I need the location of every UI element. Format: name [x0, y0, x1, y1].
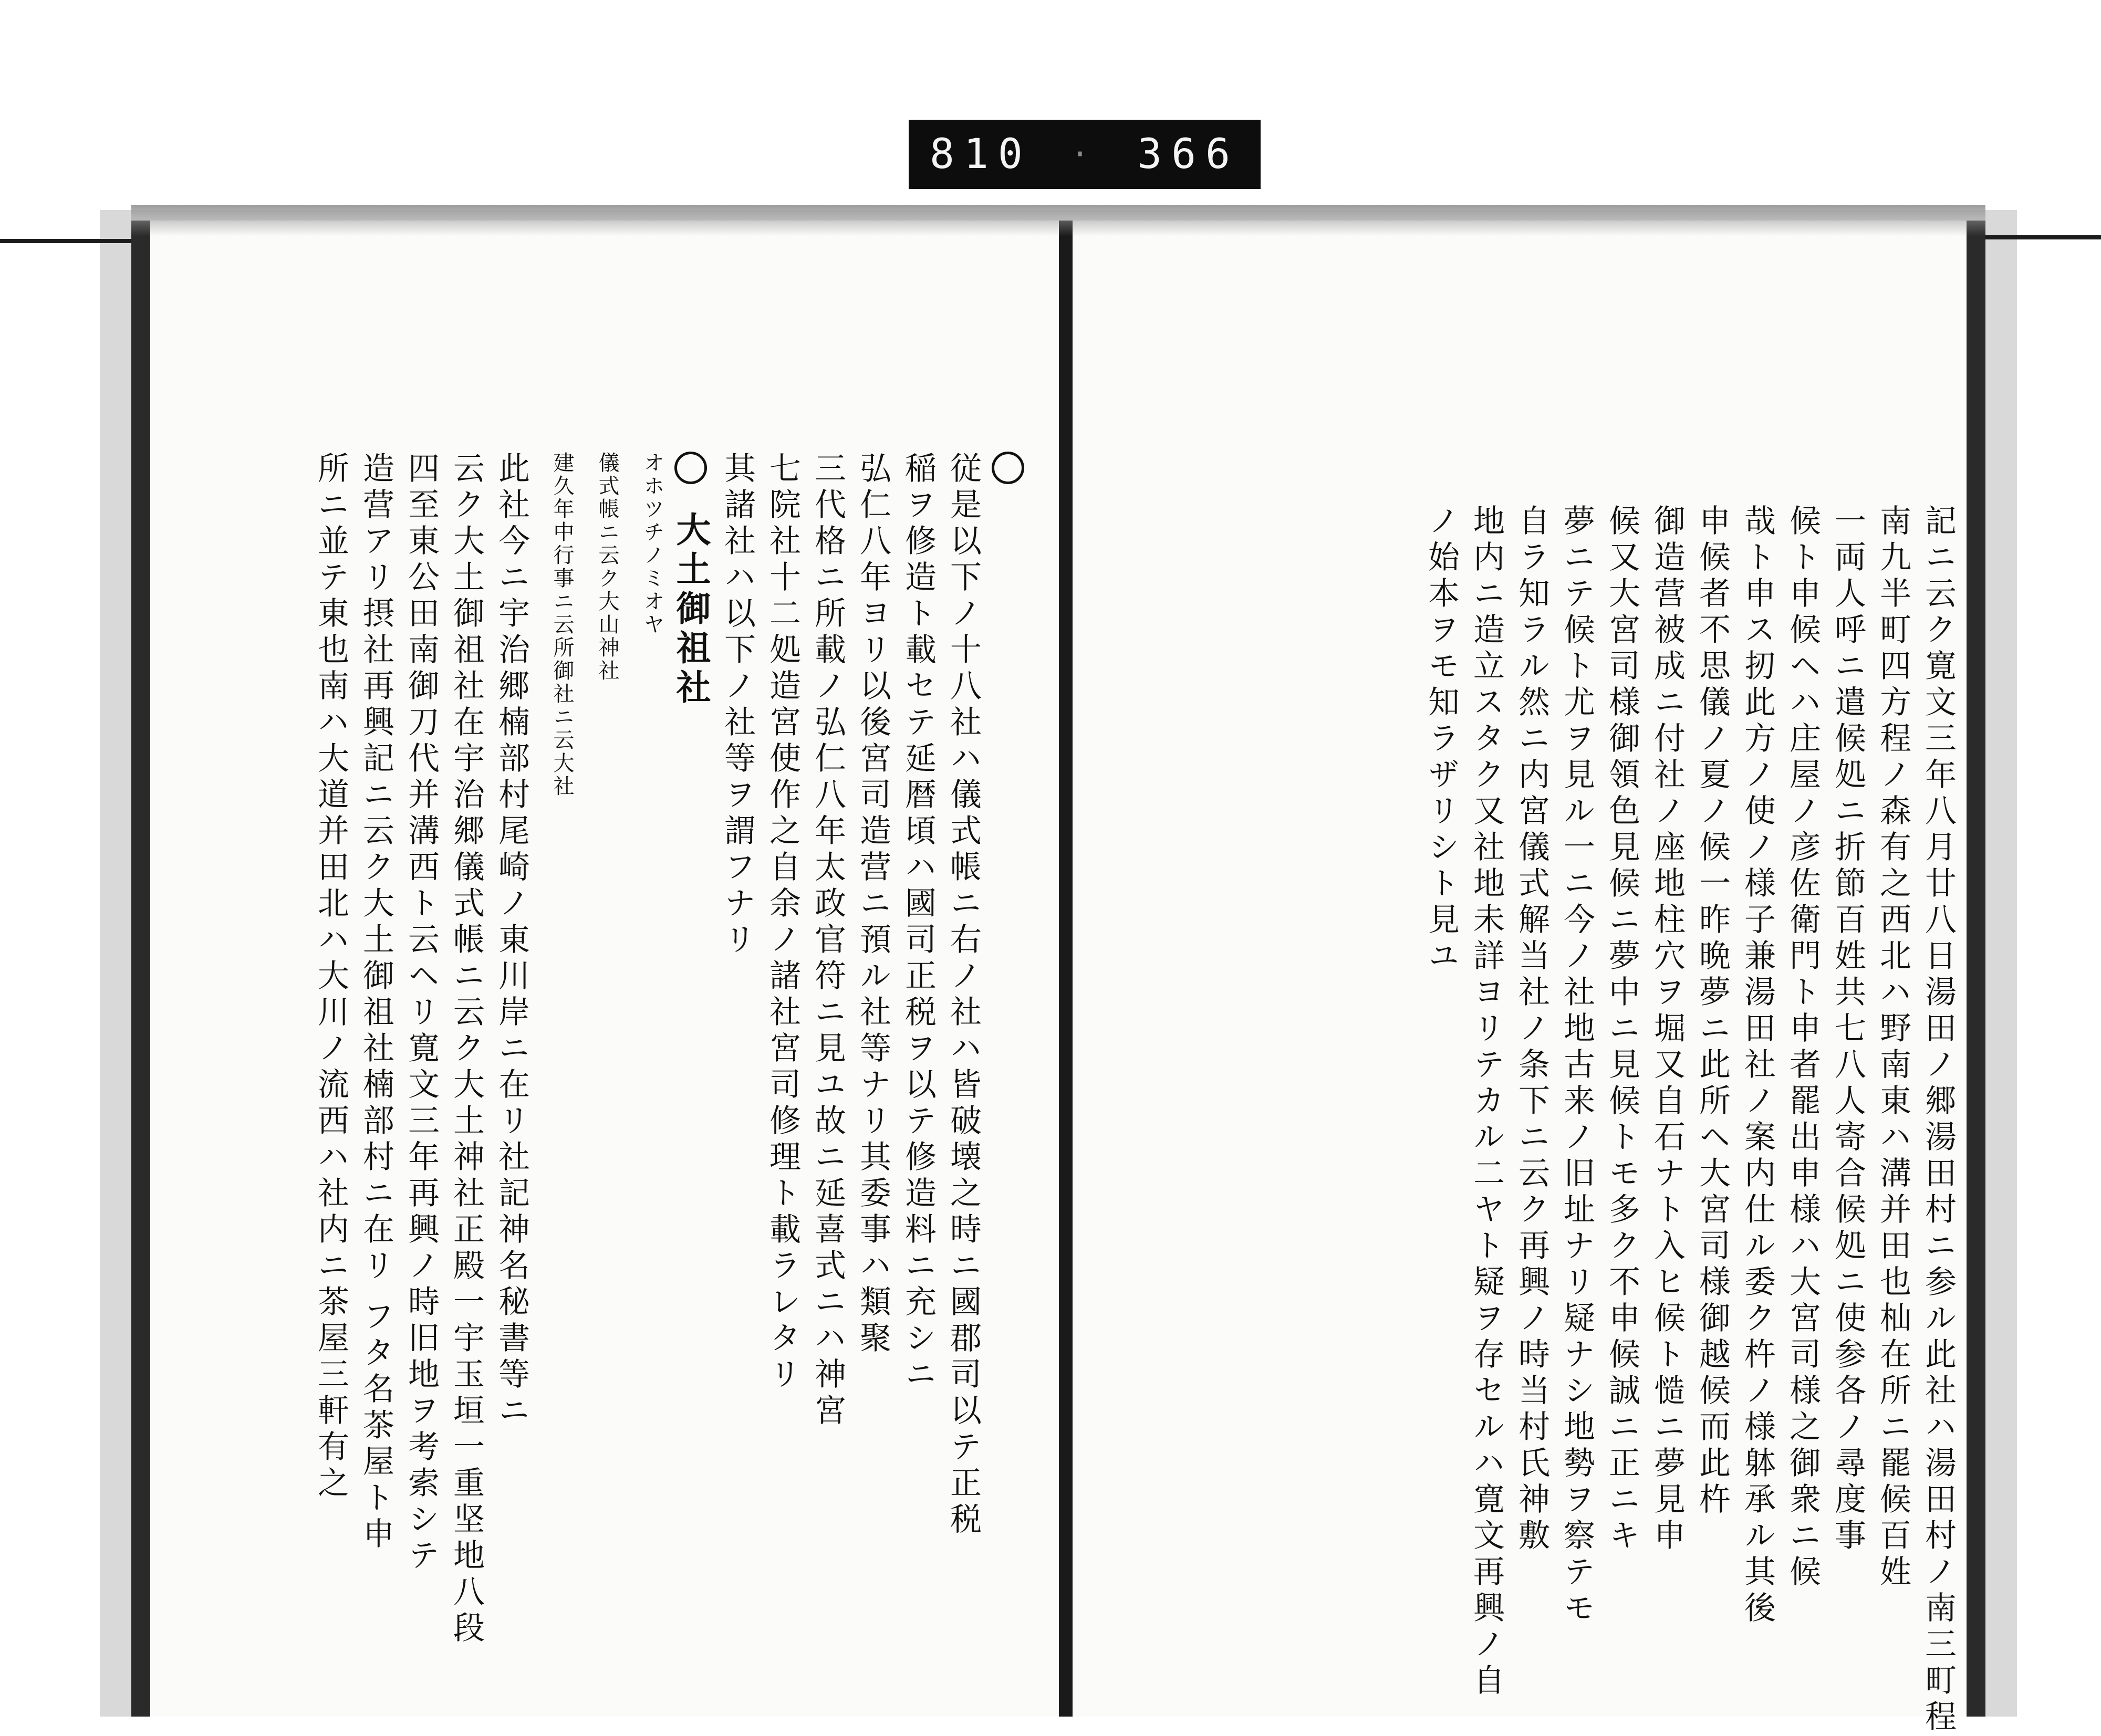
- text-column: 其諸社ハ以下ノ社等ヲ謂フナリ: [719, 452, 756, 959]
- text-column: 哉ト申ス扨此方ノ使ノ様子兼湯田社ノ案内仕ル委ク杵ノ様躰承ル其後: [1739, 504, 1776, 1627]
- text-column: 候又大宮司様御領色見候ニ夢中ニ見候トモ多ク不申候誠ニ正ニキ: [1604, 504, 1640, 1555]
- scan-rule-right: [1985, 235, 2101, 239]
- text-column: 七院社十二処造宮使作之自余ノ諸社宮司修理ト載ラレタリ: [764, 452, 801, 1394]
- section-marker-column: [980, 452, 1024, 495]
- section-title-column: [664, 452, 711, 708]
- text-column: 申候者不思儀ノ夏ノ候一昨晩夢ニ此所ヘ大宮司様御越候而此杵: [1694, 504, 1731, 1519]
- left-page-text: [173, 452, 1024, 1647]
- call-number-right: 366: [1137, 131, 1240, 178]
- text-column: ノ始本ヲモ知ラザリシト見ユ: [1423, 504, 1460, 975]
- text-column: 従是以下ノ十八社ハ儀式帳ニ右ノ社ハ皆破壊之時ニ國郡司以テ正税: [945, 452, 982, 1539]
- text-column: 候ト申候ヘハ庄屋ノ彦佐衛門ト申者罷出申様ハ大宮司様之御衆ニ候: [1784, 504, 1821, 1591]
- text-column: 所ニ並テ東也南ハ大道并田北ハ大川ノ流西ハ社内ニ茶屋三軒有之: [313, 452, 349, 1502]
- text-column: 御造营被成ニ付社ノ座地柱穴ヲ堀又自石ナト入ヒ候ト慥ニ夢見申: [1649, 504, 1686, 1555]
- text-column: 自ラ知ラル然ニ内宮儀式解当社ノ条下ニ云ク再興ノ時当村氏神敷: [1513, 504, 1550, 1555]
- section-ruby: オホツチノミオヤ: [640, 452, 664, 636]
- circle-marker-icon: [674, 452, 707, 484]
- text-column: 稲ヲ修造ト載セテ延暦頃ハ國司正税ヲ以テ修造料ニ充シニ: [900, 452, 937, 1394]
- text-column: 弘仁八年ヨリ以後宮司造营ニ預ル社等ナリ其委事ハ類聚: [855, 452, 891, 1357]
- text-column: 一両人呼ニ遣候処ニ折節百姓共七八人寄合候処ニ使参各ノ尋度事: [1829, 504, 1866, 1555]
- text-column: 四至東公田南御刀代并溝西ト云ヘリ寛文三年再興ノ時旧地ヲ考索シテ: [403, 452, 440, 1575]
- book-spine: [1059, 221, 1073, 1717]
- call-number-left: 810: [930, 131, 1032, 178]
- call-number-label: [909, 120, 1261, 189]
- section-title: 大土御祖社: [670, 511, 711, 708]
- text-column: 云ク大土御祖社在宇治郷儀式帳ニ云ク大土神社正殿一宇玉垣一重坚地八段: [448, 452, 485, 1647]
- circle-marker-icon: [992, 452, 1024, 484]
- call-number-separator: ·: [1070, 136, 1099, 173]
- scan-rule-left: [0, 239, 131, 243]
- text-column: 此社今ニ宇治郷楠部村尾崎ノ東川岸ニ在リ社記神名秘書等ニ: [493, 452, 530, 1430]
- page-top-shadow: [131, 205, 1985, 236]
- text-column: 記ニ云ク寛文三年八月廿八日湯田ノ郷湯田村ニ参ル此社ハ湯田村ノ南三町程: [1920, 504, 1957, 1736]
- section-note: 儀式帳ニ云ク大山神社: [595, 452, 619, 683]
- text-column: 夢ニテ候ト尤ヲ見ル一ニ今ノ社地古来ノ旧址ナリ疑ナシ地勢ヲ察テモ: [1558, 504, 1595, 1627]
- text-column: 地内ニ造立スタク又社地未詳ヨリテカル二ヤト疑ヲ存セルハ寛文再興ノ自: [1468, 504, 1505, 1700]
- text-column: 南九半町四方程ノ森有之西北ハ野南東ハ溝并田也杣在所ニ罷候百姓: [1875, 504, 1911, 1591]
- right-page-text: [1103, 504, 1957, 1736]
- text-column: 三代格ニ所載ノ弘仁八年太政官符ニ見ユ故ニ延喜式ニハ神宮: [809, 452, 846, 1430]
- text-column: 造营アリ摂社再興記ニ云ク大土御祖社楠部村ニ在リ フタ名茶屋ト申: [358, 452, 394, 1554]
- section-note: 建久年中行事ニ云所御社ニ云大社: [550, 452, 574, 798]
